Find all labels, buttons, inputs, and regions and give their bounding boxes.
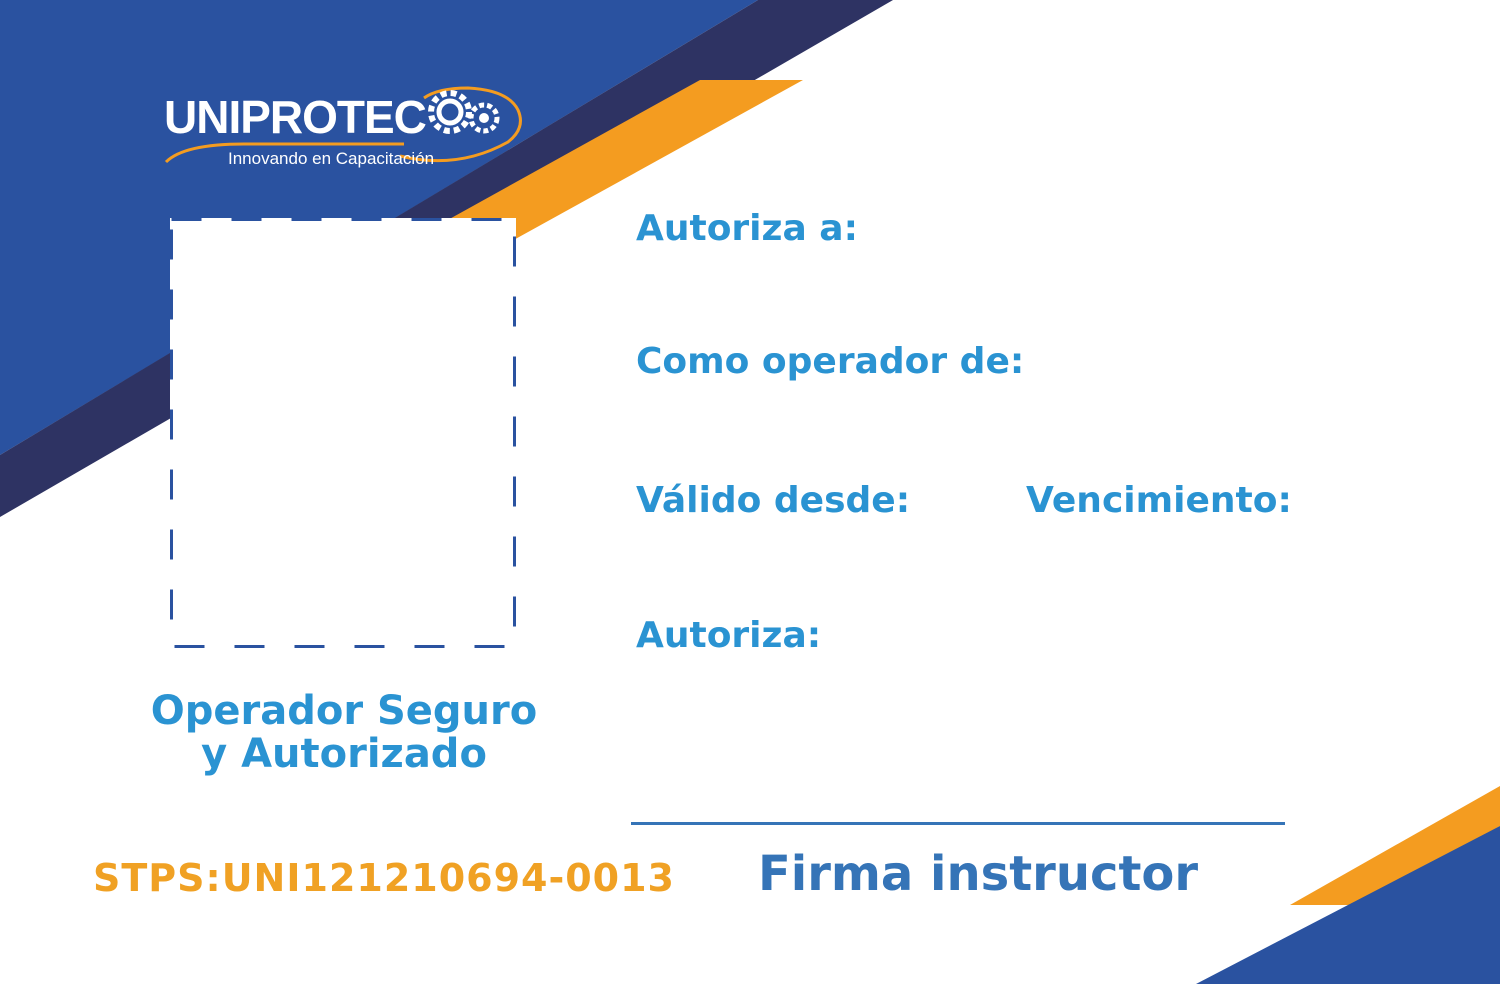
authorizes-to-label: Autoriza a:	[636, 208, 858, 249]
logo-wordmark: UNIPROTEC	[164, 91, 426, 143]
logo-tagline: Innovando en Capacitación	[228, 149, 435, 168]
expiration-label: Vencimiento:	[1026, 480, 1292, 521]
valid-from-label: Válido desde:	[636, 480, 911, 521]
stps-registration: STPS:UNI121210694-0013	[93, 856, 675, 900]
photo-dashed-frame	[170, 218, 516, 648]
badge-title	[110, 690, 578, 776]
operator-of-label: Como operador de:	[636, 341, 1025, 382]
bottom-right-blue-shape	[1196, 826, 1500, 984]
photo-placeholder	[170, 218, 516, 648]
authorized-by-label: Autoriza:	[636, 615, 822, 656]
signature-line	[631, 822, 1285, 825]
badge-title-line2: y Autorizado	[201, 731, 487, 777]
signature-label: Firma instructor	[758, 846, 1199, 902]
badge-title-line1: Operador Seguro	[150, 688, 538, 734]
